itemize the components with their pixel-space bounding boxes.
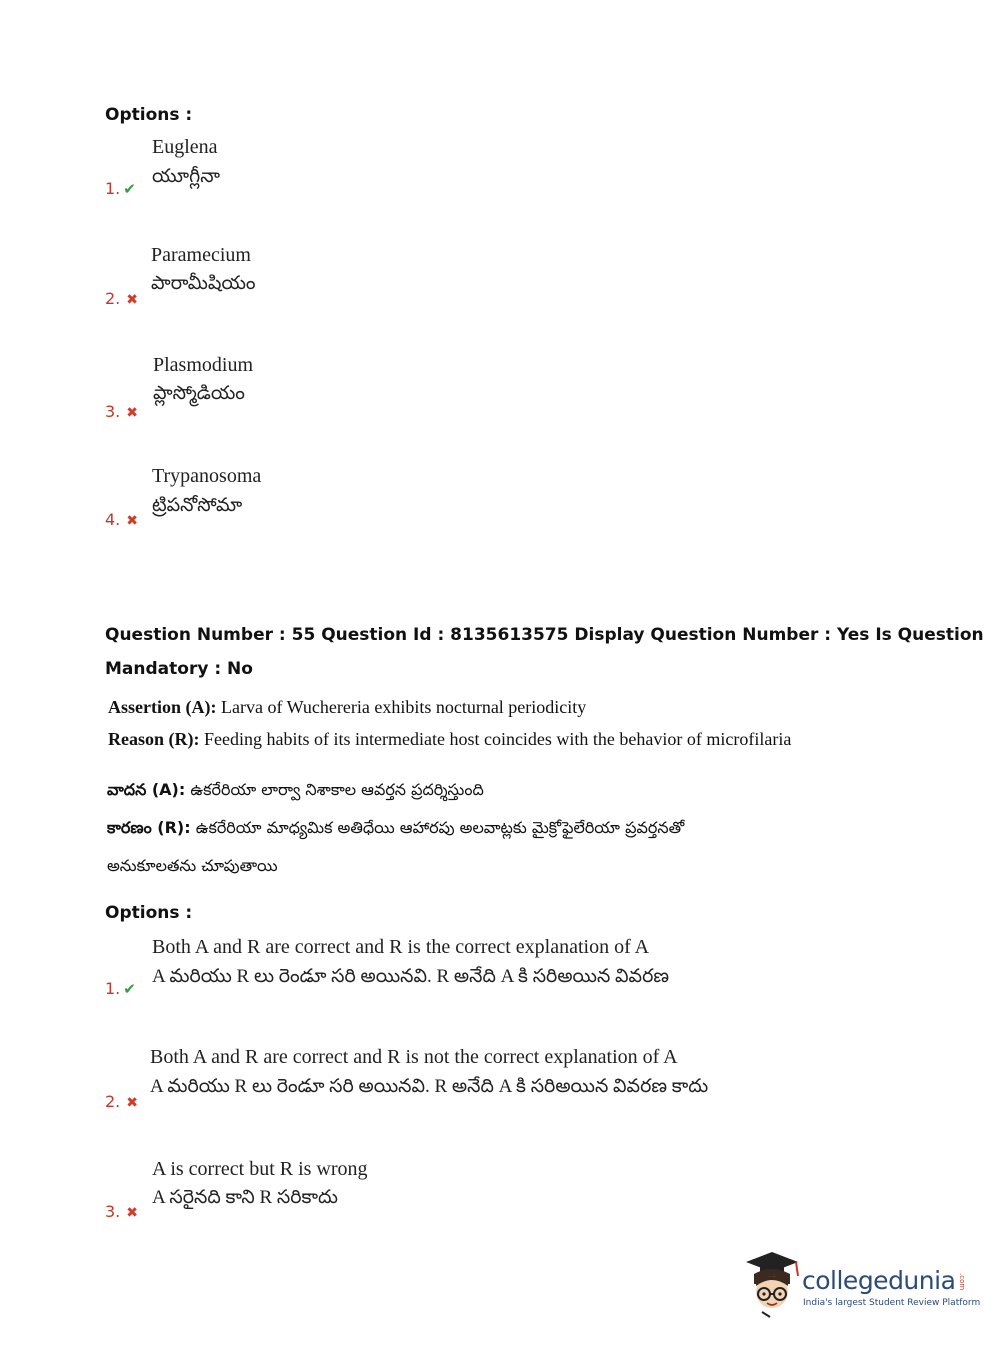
check-icon: ✔ xyxy=(123,980,136,998)
assertion-english xyxy=(108,697,586,718)
assertion-telugu xyxy=(107,780,484,803)
option-2-english: Paramecium xyxy=(151,244,251,266)
option-2-number xyxy=(105,289,138,308)
assertion-text: Larva of Wuchereria exhibits nocturnal periodicity xyxy=(216,697,587,717)
reason-english xyxy=(108,729,791,750)
cross-icon: ✖ xyxy=(126,292,138,308)
q55-option-3-telugu: A సరైనది కాని R సరికాదు xyxy=(152,1187,338,1208)
question-meta-line-1: Question Number : 55 Question Id : 8135613575 Display Question Number : Yes Is Question xyxy=(105,625,984,645)
cross-icon: ✖ xyxy=(126,1095,138,1111)
check-icon: ✔ xyxy=(123,180,136,198)
option-1-telugu: యూగ్లీనా xyxy=(152,166,220,187)
collegedunia-logo xyxy=(742,1250,981,1322)
q55-option-2-number xyxy=(105,1092,138,1111)
logo-tagline: India's largest Student Review Platform xyxy=(803,1298,981,1308)
option-number-label: 1. xyxy=(105,979,121,998)
options-heading: Options : xyxy=(105,105,193,125)
reason-telugu-continued: అనుకూలతను చూపుతాయి xyxy=(107,856,278,875)
option-number-label: 2. xyxy=(105,1092,121,1111)
option-4-english: Trypanosoma xyxy=(152,465,262,487)
reason-label: Reason (R): xyxy=(108,729,200,749)
cross-icon: ✖ xyxy=(126,513,138,529)
logo-suffix: .com xyxy=(958,1273,966,1291)
option-number-label: 4. xyxy=(105,510,121,529)
option-4-telugu: ట్రిపనోసోమా xyxy=(152,495,243,516)
option-3-number xyxy=(105,402,138,421)
cross-icon: ✖ xyxy=(126,1205,138,1221)
option-3-english: Plasmodium xyxy=(153,354,254,376)
reason-telugu-label: కారణం (R): xyxy=(107,818,191,837)
option-number-label: 1. xyxy=(105,179,121,198)
q55-option-3-number xyxy=(105,1202,138,1221)
reason-telugu xyxy=(107,818,684,841)
option-1-number xyxy=(105,179,136,198)
q55-option-2-telugu: A మరియు R లు రెండూ సరి అయినవి. R అనేది A కి సరిఅయిన వివరణ కాదు xyxy=(150,1076,709,1097)
option-4-number xyxy=(105,510,138,529)
reason-text: Feeding habits of its intermediate host coincides with the behavior of microfilaria xyxy=(199,729,792,749)
q55-option-3-english: A is correct but R is wrong xyxy=(152,1158,368,1180)
reason-telugu-text: ఉకరేరియా మాధ్యమిక అతిధేయి ఆహారపు అలవాట్లకు మైక్రోఫైలేరియా ప్రవర్తనతో xyxy=(190,818,685,837)
option-number-label: 3. xyxy=(105,402,121,421)
logo-wordmark: collegedunia xyxy=(802,1266,956,1295)
option-number-label: 2. xyxy=(105,289,121,308)
question-meta-line-2: Mandatory : No xyxy=(105,659,253,679)
q55-option-2-english: Both A and R are correct and R is not the correct explanation of A xyxy=(150,1046,678,1068)
option-3-telugu: ప్లాస్మోడియం xyxy=(153,383,245,404)
assertion-telugu-text: ఉకరేరియా లార్వా నిశాకాల ఆవర్తన ప్రదర్శిస్తుంది xyxy=(185,780,484,799)
mascot-icon xyxy=(742,1250,804,1318)
q55-option-1-telugu: A మరియు R లు రెండూ సరి అయినవి. R అనేది A కి సరిఅయిన వివరణ xyxy=(152,966,670,987)
assertion-telugu-label: వాదన (A): xyxy=(107,780,186,799)
option-2-telugu: పారామీషియం xyxy=(151,273,256,294)
q55-option-1-number xyxy=(105,979,136,998)
cross-icon: ✖ xyxy=(126,405,138,421)
option-1-english: Euglena xyxy=(152,136,218,158)
assertion-label: Assertion (A): xyxy=(108,697,217,717)
q55-option-1-english: Both A and R are correct and R is the correct explanation of A xyxy=(152,936,650,958)
option-number-label: 3. xyxy=(105,1202,121,1221)
options-heading: Options : xyxy=(105,903,193,923)
